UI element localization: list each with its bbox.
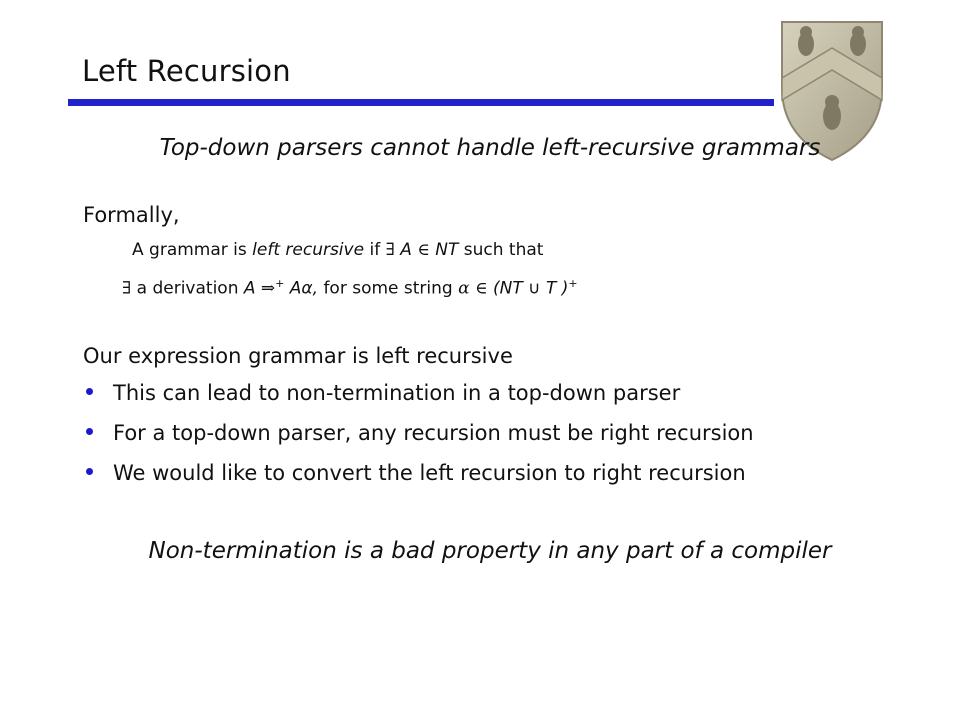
bullet-dot-icon — [86, 428, 93, 435]
derives-arrow-symbol: ⇒ — [260, 278, 276, 299]
bullet-item — [86, 381, 680, 405]
plus-superscript-2: + — [568, 277, 578, 290]
derivation-text: a derivation — [131, 278, 244, 299]
var-a-2: A — [243, 278, 261, 299]
element-of-symbol-2: ∈ — [469, 278, 494, 299]
plus-superscript: + — [275, 277, 285, 290]
definition-if: if — [364, 240, 386, 260]
formally-label: Formally, — [83, 203, 180, 227]
for-some-string-text: for some string — [318, 278, 459, 299]
nt-union-t-set: (NT ∪ T ) — [493, 278, 569, 299]
bullet-item — [86, 461, 746, 485]
definition-prefix: A grammar is — [132, 240, 253, 260]
var-nt: NT — [429, 240, 459, 260]
var-a-alpha: Aα, — [284, 278, 319, 299]
exists-symbol: ∃ — [385, 240, 395, 260]
title-underline-rule — [68, 99, 774, 106]
bullet-dot-icon — [86, 388, 93, 395]
closing-statement: Non-termination is a bad property in any part of a compiler — [148, 538, 832, 564]
exists-symbol-2: ∃ — [122, 278, 132, 299]
definition-line-2 — [122, 277, 578, 299]
element-of-symbol: ∈ — [417, 240, 430, 260]
definition-suffix: such that — [458, 240, 544, 260]
lead-statement: Top-down parsers cannot handle left-recursive grammars — [159, 135, 821, 161]
bullet-item — [86, 421, 754, 445]
var-a: A — [394, 240, 418, 260]
bullet-text: We would like to convert the left recursion to right recursion — [113, 461, 746, 485]
bullet-dot-icon — [86, 468, 93, 475]
slide-title: Left Recursion — [82, 54, 291, 88]
definition-line-1 — [132, 240, 543, 260]
left-recursive-term: left recursive — [252, 240, 365, 260]
expression-grammar-statement: Our expression grammar is left recursive — [83, 344, 513, 368]
bullet-text: This can lead to non-termination in a top-down parser — [113, 381, 681, 405]
alpha-symbol: α — [458, 278, 470, 299]
bullet-text: For a top-down parser, any recursion must be right recursion — [113, 421, 754, 445]
